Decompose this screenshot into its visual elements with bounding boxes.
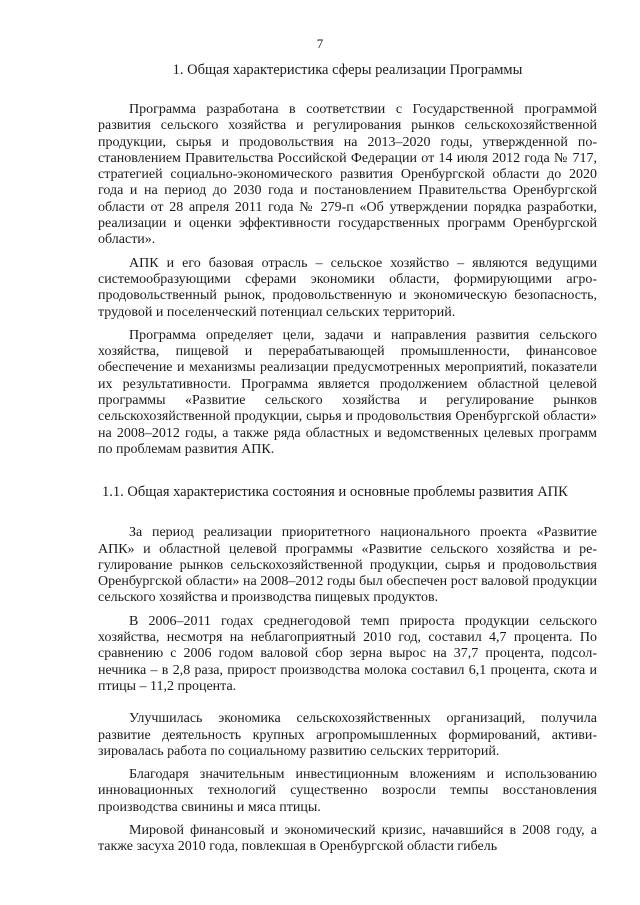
paragraph: АПК и его базовая отрасль – сельское хозяйство – являются ведущими системообразующими сферами экономики области, формирующими агропродовольственный рынок, продовольственную и экономическую безопасность, трудовой и поселенческий потенциал сельских территорий.: [98, 255, 597, 320]
paragraph: Мировой финансовый и экономический кризис, начавшийся в 2008 году, а также засуха 2010 года, повлекшая в Оренбургской области гибель: [98, 822, 597, 855]
section-title: 1. Общая характеристика сферы реализации Программы: [172, 62, 523, 78]
paragraph: В 2006–2011 годах среднегодовой темп прироста продукции сельского хозяйства, несмотря на неблагоприятный 2010 год, составил 4,7 процента. По сравнению с 2006 годом валовой сбор зерна вырос на 37,7 процента, подсолнечника – в 2,8 раза, прирост производства молока составил 6,1 процента, скота и птицы – 11,2 процента.: [98, 613, 597, 694]
page-number: 7: [316, 36, 324, 51]
paragraph: Программа разработана в соответствии с Государственной программой развития сельского хозяйства и регулирования рынков сельскохозяйственной продукции, сырья и продовольствия на 2013–2020 годы, утвержденной постановлением Правительства Российской Федерации от 14 июля 2012 года № 717, стратегией социально-экономического развития Оренбургской области до 2020 года и на период до 2030 года и постановлением Правительства Оренбургской области от 28 апреля 2011 года № 279-п «Об утверждении порядка разработки, реализации и оценки эффективности государственных программ Оренбургской области».: [98, 102, 597, 248]
paragraph: Улучшилась экономика сельскохозяйственных организаций, получила развитие деятельность крупных агропромышленных формирований, активизировалась работа по социальному развитию сельских территорий.: [98, 711, 597, 759]
document-body: [98, 62, 597, 863]
paragraph: За период реализации приоритетного национального проекта «Развитие АПК» и областной целевой программы «Развитие сельского хозяйства и регулирование рынков сельскохозяйственной продукции, сырья и продовольствия Оренбургской области» на 2008–2012 годы был обеспечен рост валовой продукции сельского хозяйства и производства пищевых продуктов.: [98, 525, 597, 606]
paragraph: Благодаря значительным инвестиционным вложениям и использованию инновационных технологий существенно возросли темпы восстановления производства свинины и мяса птицы.: [98, 767, 597, 815]
subsection-title: 1.1. Общая характеристика состояния и основные проблемы развития АПК: [102, 484, 568, 501]
paragraph: Программа определяет цели, задачи и направления развития сельского хозяйства, пищевой и перерабатывающей промышленности, финансовое обеспечение и механизмы реализации предусмотренных мероприятий, показатели их результативности. Программа является продолжением областной целевой программы «Развитие сельского хозяйства и регулирование рынков сельскохозяйственной продукции, сырья и продовольствия Оренбургской области» на 2008–2012 годы, а также ряда областных и ведомственных целевых программ по проблемам развития АПК.: [98, 327, 597, 457]
